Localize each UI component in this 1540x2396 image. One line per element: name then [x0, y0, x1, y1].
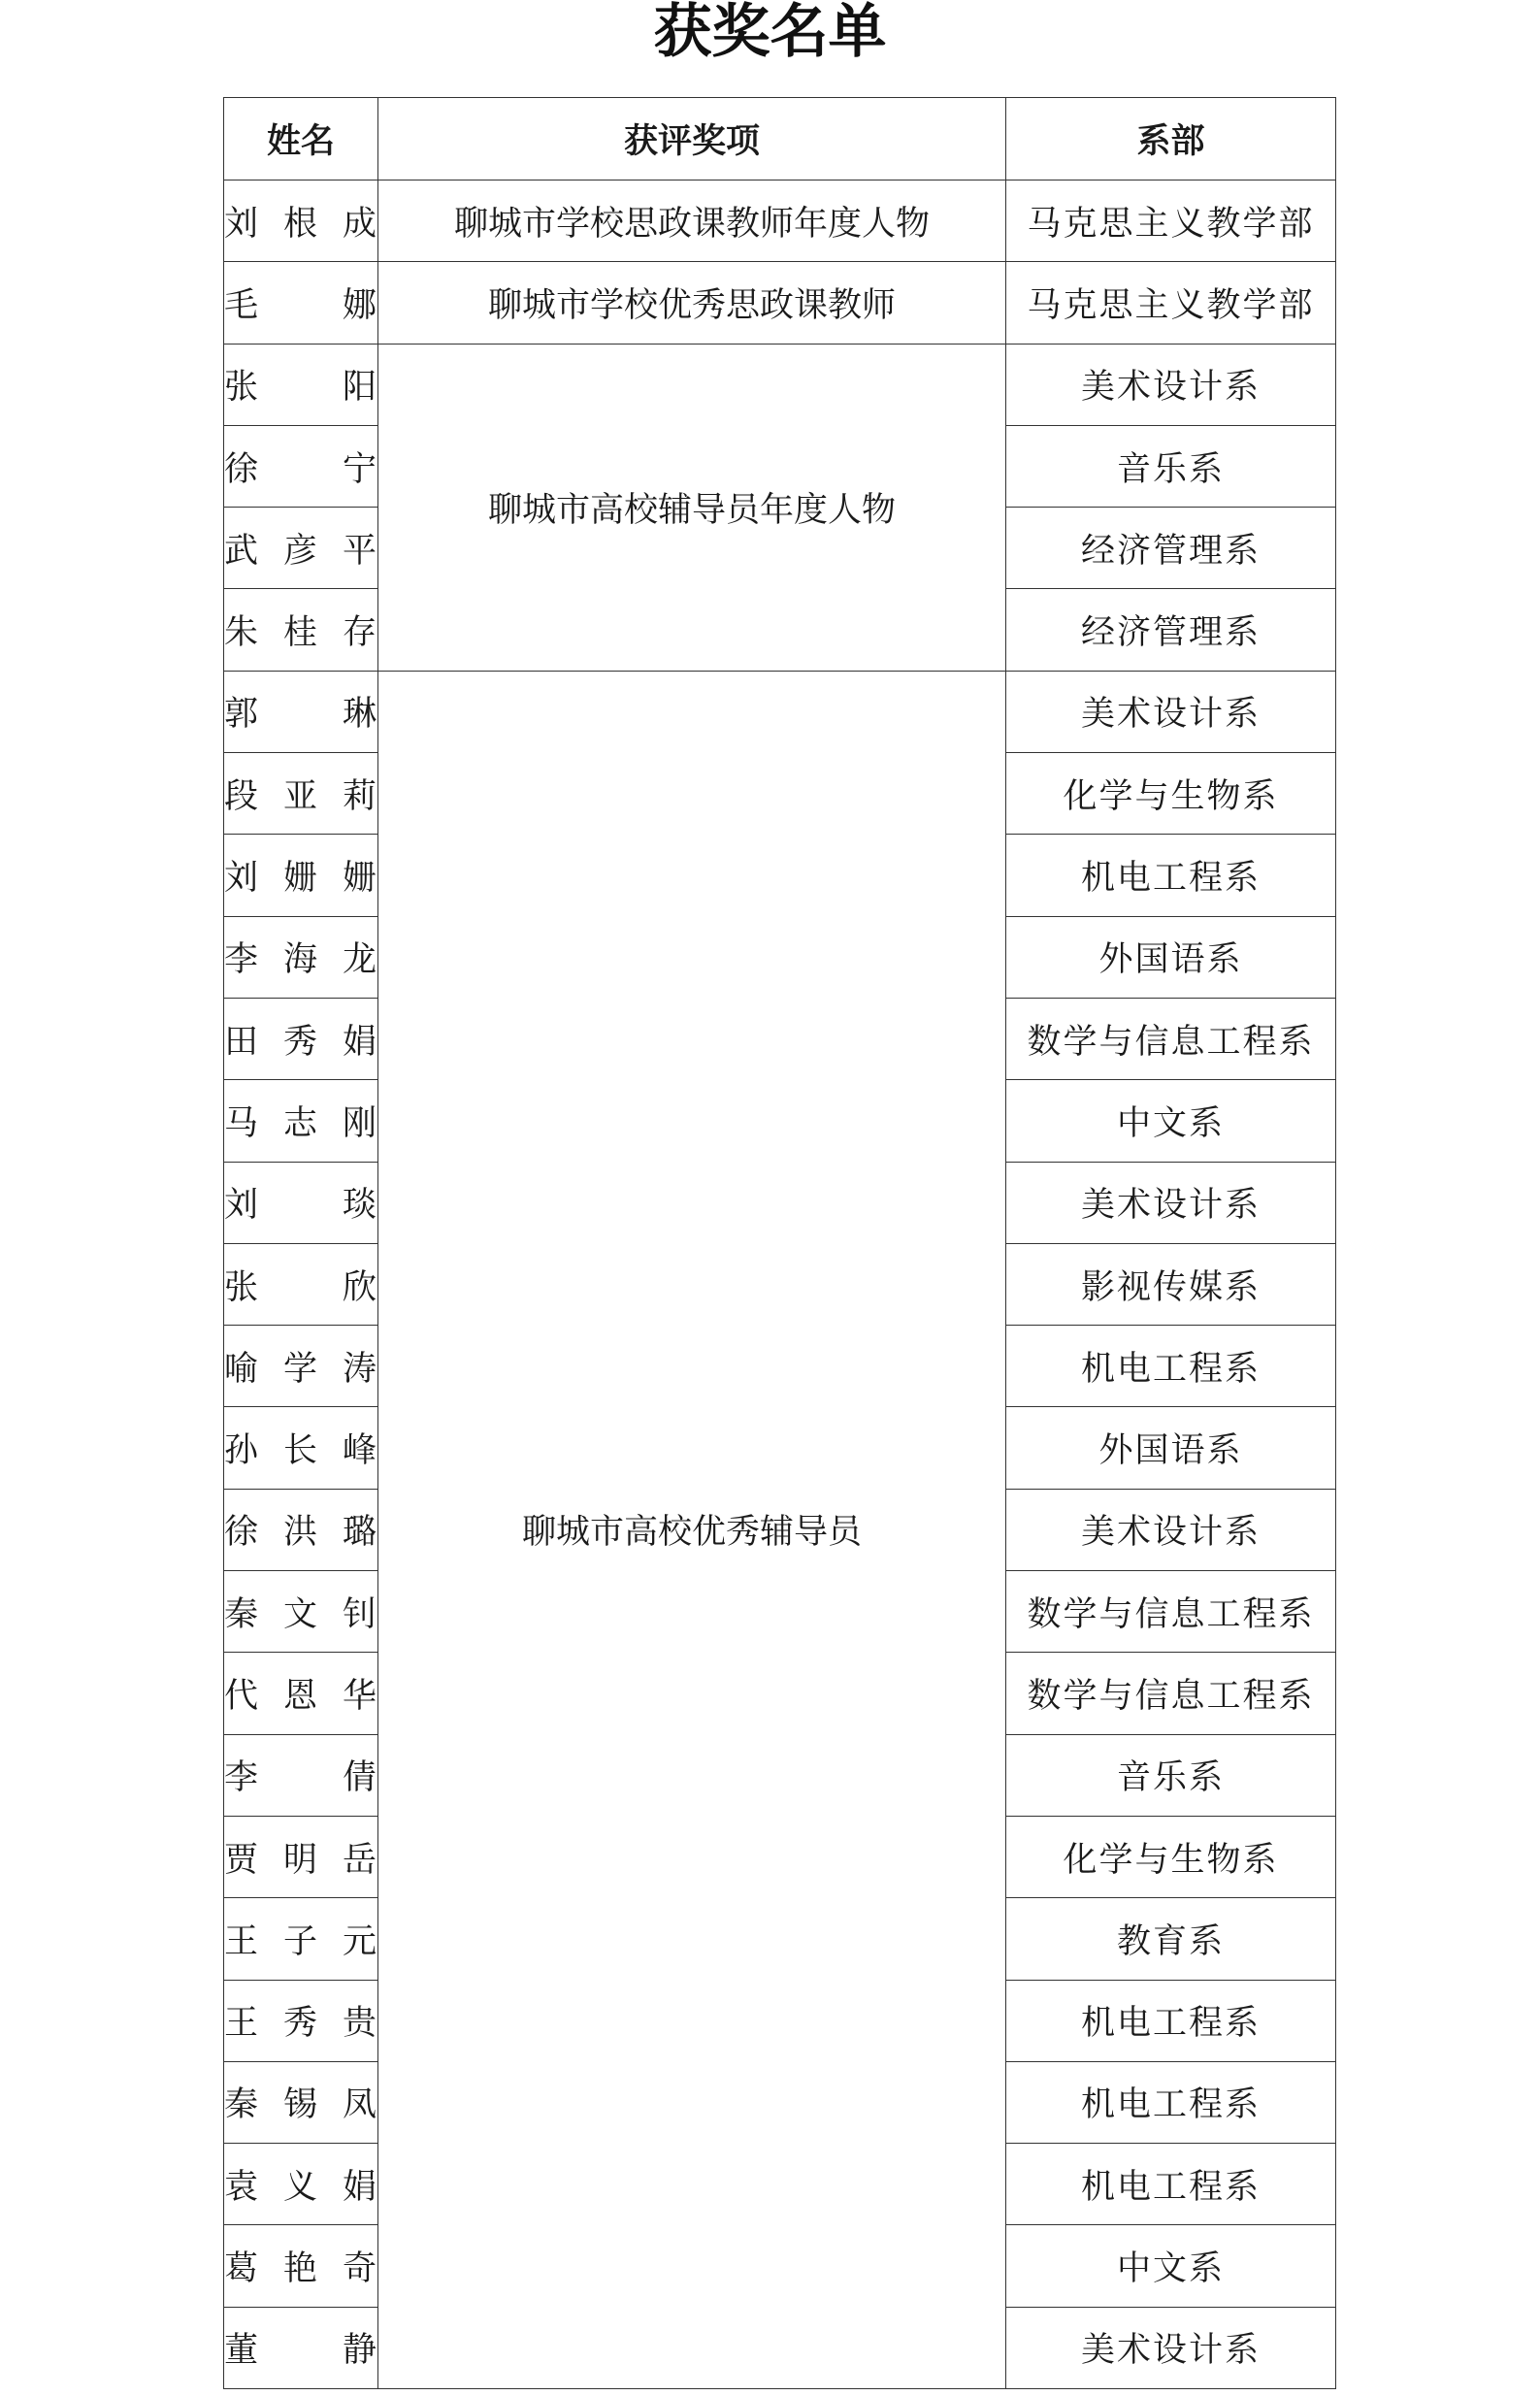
department-cell: 美术设计系	[1006, 2307, 1336, 2388]
table-row	[224, 181, 1336, 262]
winner-name: 段亚莉	[224, 753, 378, 835]
table-row	[224, 671, 1336, 752]
table-row	[224, 262, 1336, 344]
winner-name: 徐洪璐	[224, 1489, 378, 1570]
winner-name: 张 欣	[224, 1243, 378, 1325]
department-cell: 美术设计系	[1006, 1489, 1336, 1570]
department-cell: 美术设计系	[1006, 344, 1336, 425]
winner-name: 贾明岳	[224, 1816, 378, 1897]
department-cell: 数学与信息工程系	[1006, 998, 1336, 1079]
award-cell: 聊城市高校优秀辅导员	[378, 671, 1006, 2388]
winner-name: 孙长峰	[224, 1407, 378, 1489]
department-cell: 中文系	[1006, 2225, 1336, 2307]
department-cell: 音乐系	[1006, 425, 1336, 507]
award-cell: 聊城市学校优秀思政课教师	[378, 262, 1006, 344]
winner-name: 董 静	[224, 2307, 378, 2388]
department-cell: 化学与生物系	[1006, 753, 1336, 835]
winner-name: 田秀娟	[224, 998, 378, 1079]
winner-name: 张 阳	[224, 344, 378, 425]
winner-name: 喻学涛	[224, 1326, 378, 1407]
department-cell: 机电工程系	[1006, 1326, 1336, 1407]
department-cell: 数学与信息工程系	[1006, 1571, 1336, 1653]
winner-name: 朱桂存	[224, 589, 378, 671]
winner-name: 李海龙	[224, 916, 378, 998]
page-title: 获奖名单	[653, 0, 887, 66]
header-dept: 系部	[1006, 98, 1336, 181]
department-cell: 外国语系	[1006, 916, 1336, 998]
department-cell: 机电工程系	[1006, 2061, 1336, 2143]
department-cell: 美术设计系	[1006, 671, 1336, 752]
department-cell: 经济管理系	[1006, 589, 1336, 671]
winner-name: 郭 琳	[224, 671, 378, 752]
department-cell: 马克思主义教学部	[1006, 181, 1336, 262]
award-list-table	[223, 97, 1336, 2389]
header-award: 获评奖项	[378, 98, 1006, 181]
winner-name: 王秀贵	[224, 1980, 378, 2061]
department-cell: 数学与信息工程系	[1006, 1653, 1336, 1734]
department-cell: 影视传媒系	[1006, 1243, 1336, 1325]
winner-name: 武彦平	[224, 508, 378, 589]
winner-name: 王子元	[224, 1898, 378, 1980]
department-cell: 外国语系	[1006, 1407, 1336, 1489]
award-cell: 聊城市学校思政课教师年度人物	[378, 181, 1006, 262]
winner-name: 刘姗姗	[224, 835, 378, 916]
department-cell: 马克思主义教学部	[1006, 262, 1336, 344]
winner-name: 李 倩	[224, 1734, 378, 1816]
department-cell: 音乐系	[1006, 1734, 1336, 1816]
winner-name: 徐 宁	[224, 425, 378, 507]
winner-name: 秦锡凤	[224, 2061, 378, 2143]
table-row	[224, 344, 1336, 425]
department-cell: 教育系	[1006, 1898, 1336, 1980]
department-cell: 经济管理系	[1006, 508, 1336, 589]
winner-name: 刘 琰	[224, 1162, 378, 1243]
award-cell: 聊城市高校辅导员年度人物	[378, 344, 1006, 671]
department-cell: 机电工程系	[1006, 835, 1336, 916]
department-cell: 中文系	[1006, 1080, 1336, 1162]
department-cell: 美术设计系	[1006, 1162, 1336, 1243]
department-cell: 机电工程系	[1006, 1980, 1336, 2061]
winner-name: 袁义娟	[224, 2144, 378, 2225]
winner-name: 代恩华	[224, 1653, 378, 1734]
winner-name: 毛 娜	[224, 262, 378, 344]
department-cell: 化学与生物系	[1006, 1816, 1336, 1897]
winner-name: 马志刚	[224, 1080, 378, 1162]
header-name: 姓名	[224, 98, 378, 181]
department-cell: 机电工程系	[1006, 2144, 1336, 2225]
winner-name: 刘根成	[224, 181, 378, 262]
winner-name: 葛艳奇	[224, 2225, 378, 2307]
table-header-row	[224, 98, 1336, 181]
winner-name: 秦文钊	[224, 1571, 378, 1653]
